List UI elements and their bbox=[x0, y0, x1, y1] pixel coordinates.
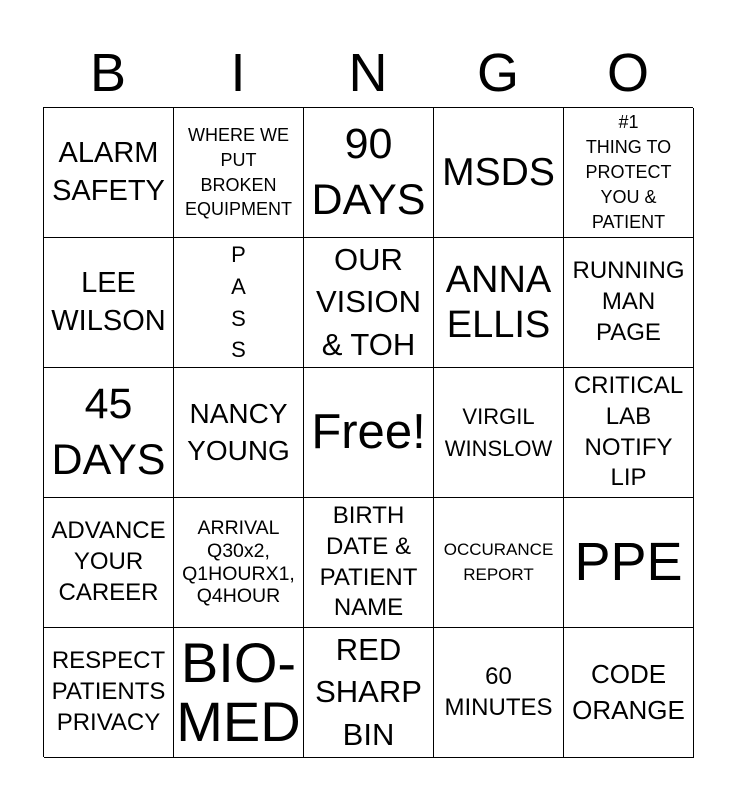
bingo-cell-r5-c1[interactable] bbox=[44, 628, 174, 758]
bingo-cell-r1-c2[interactable] bbox=[174, 108, 304, 238]
cell-label: RED SHARP BIN bbox=[315, 632, 422, 752]
cell-label: ARRIVAL Q30x2, Q1HOURX1, Q4HOUR bbox=[182, 516, 295, 608]
bingo-cell-r5-c2[interactable] bbox=[174, 628, 304, 758]
header-letter-b: B bbox=[89, 43, 127, 103]
cell-label: LEE WILSON bbox=[51, 266, 166, 337]
bingo-cell-r3-c4[interactable] bbox=[434, 368, 564, 498]
bingo-cell-r5-c5[interactable] bbox=[564, 628, 694, 758]
bingo-cell-r4-c5[interactable] bbox=[564, 498, 694, 628]
header-letter-i: I bbox=[230, 43, 246, 103]
cell-label: 45 DAYS bbox=[51, 379, 166, 484]
cell-label: VIRGIL WINSLOW bbox=[444, 403, 553, 461]
bingo-cell-r2-c2[interactable] bbox=[174, 238, 304, 368]
bingo-cell-r2-c5[interactable] bbox=[564, 238, 694, 368]
bingo-cell-r4-c3[interactable] bbox=[304, 498, 434, 628]
header-letter-o: O bbox=[606, 43, 649, 103]
bingo-cell-r5-c3[interactable] bbox=[304, 628, 434, 758]
cell-label: ANNA ELLIS bbox=[445, 258, 552, 346]
cell-label: #1 THING TO PROTECT YOU & PATIENT bbox=[585, 112, 672, 232]
cell-label: OCCURANCE REPORT bbox=[443, 539, 554, 584]
bingo-cell-r1-c5[interactable] bbox=[564, 108, 694, 238]
bingo-cell-r4-c1[interactable] bbox=[44, 498, 174, 628]
cell-label: PPE bbox=[574, 531, 683, 592]
header-letter-n: N bbox=[348, 43, 388, 103]
bingo-cell-r4-c2[interactable] bbox=[174, 498, 304, 628]
bingo-cell-r1-c4[interactable] bbox=[434, 108, 564, 238]
bingo-cell-r3-c2[interactable] bbox=[174, 368, 304, 498]
cell-label: ALARM SAFETY bbox=[52, 136, 165, 207]
cell-label: ADVANCE YOUR CAREER bbox=[51, 517, 166, 606]
cell-label: MSDS bbox=[442, 150, 555, 194]
bingo-cell-r1-c3[interactable] bbox=[304, 108, 434, 238]
bingo-grid bbox=[43, 107, 693, 757]
bingo-cell-r2-c3[interactable] bbox=[304, 238, 434, 368]
bingo-cell-r3-c1[interactable] bbox=[44, 368, 174, 498]
cell-label: 60 MINUTES bbox=[444, 662, 553, 721]
cell-label: Free! bbox=[311, 405, 426, 460]
cell-label: RESPECT PATIENTS PRIVACY bbox=[51, 647, 166, 736]
cell-label: BIRTH DATE & PATIENT NAME bbox=[319, 501, 418, 622]
cell-label: CODE ORANGE bbox=[572, 659, 685, 725]
cell-label: P A S S bbox=[231, 242, 246, 363]
cell-label: BIO- MED bbox=[176, 630, 301, 753]
bingo-cell-r3-c3[interactable] bbox=[304, 368, 434, 498]
cell-label: 90 DAYS bbox=[311, 119, 426, 224]
bingo-cell-r4-c4[interactable] bbox=[434, 498, 564, 628]
bingo-header bbox=[43, 40, 693, 106]
bingo-cell-r5-c4[interactable] bbox=[434, 628, 564, 758]
header-letter-g: G bbox=[476, 43, 519, 103]
cell-label: WHERE WE PUT BROKEN EQUIPMENT bbox=[184, 124, 292, 220]
cell-label: NANCY YOUNG bbox=[187, 397, 290, 466]
bingo-cell-r2-c4[interactable] bbox=[434, 238, 564, 368]
bingo-cell-r3-c5[interactable] bbox=[564, 368, 694, 498]
cell-label: CRITICAL LAB NOTIFY LIP bbox=[573, 371, 684, 492]
bingo-cell-r2-c1[interactable] bbox=[44, 238, 174, 368]
cell-label: OUR VISION & TOH bbox=[315, 242, 422, 362]
cell-label: RUNNING MAN PAGE bbox=[572, 257, 685, 346]
bingo-cell-r1-c1[interactable] bbox=[44, 108, 174, 238]
